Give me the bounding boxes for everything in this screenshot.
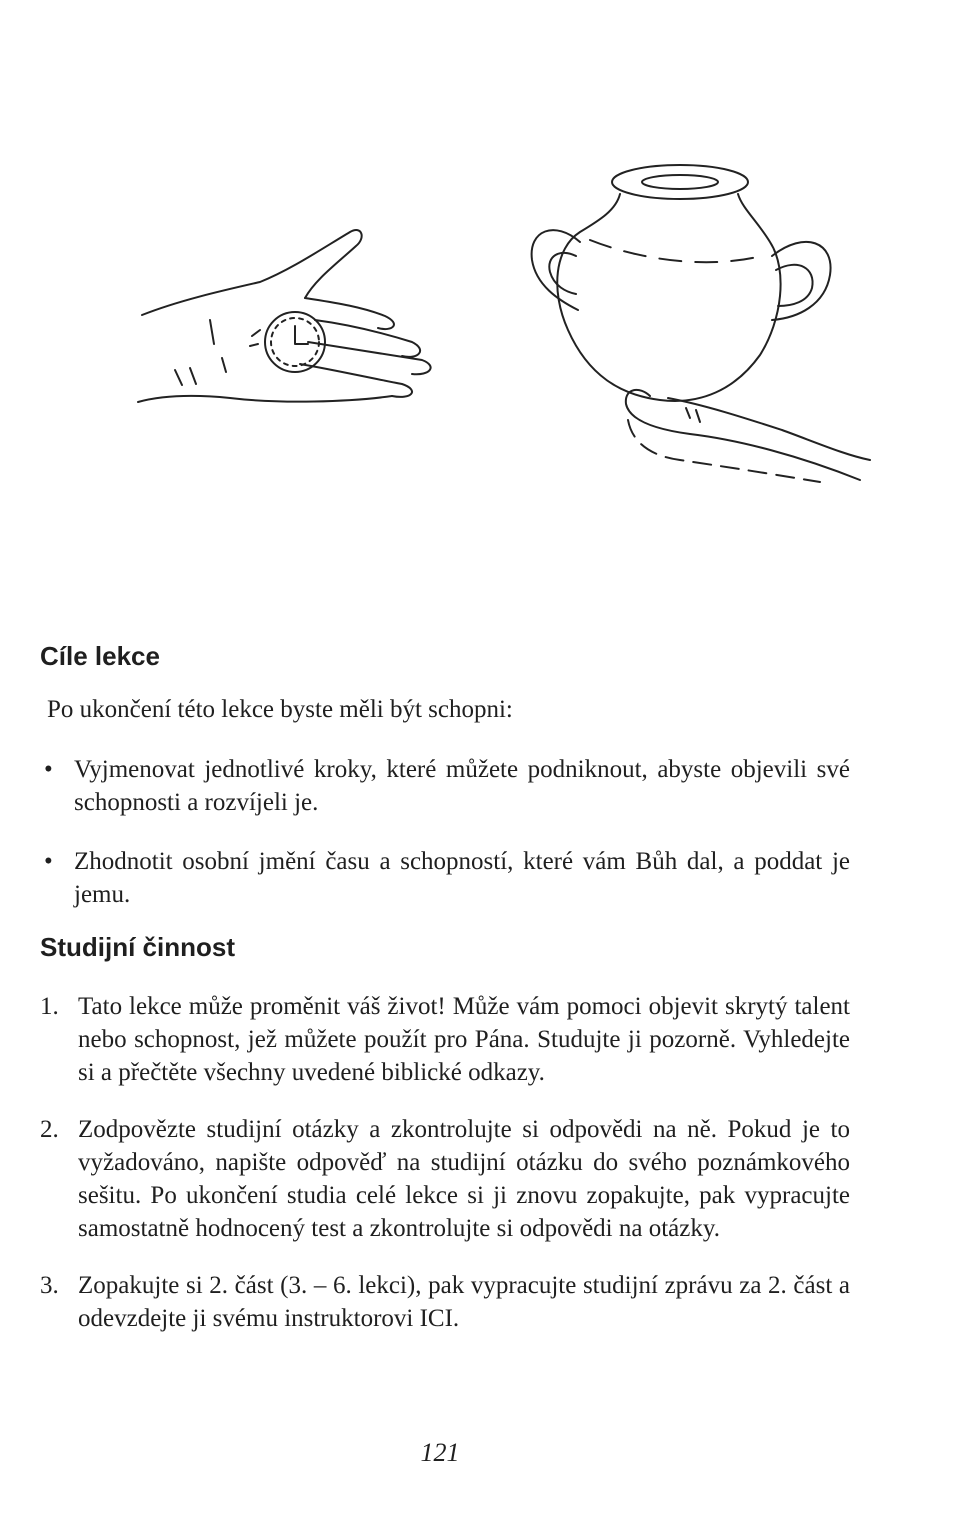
objectives-intro: Po ukončení této lekce byste měli být schopni: (47, 696, 513, 723)
step-text: Zopakujte si 2. část (3. – 6. lekci), pak vypracujte studijní zprávu za 2. část a odevzdejte ji svému instruktorovi ICI. (78, 1272, 850, 1332)
list-item (40, 845, 850, 911)
objective-text: Zhodnotit osobní jmění času a schopností, které vám Bůh dal, a poddat je jemu. (74, 848, 850, 908)
page-number: 121 (420, 1438, 460, 1467)
study-heading: Studijní činnost (40, 932, 235, 962)
list-item (40, 1113, 850, 1245)
list-item (40, 990, 850, 1089)
step-number: 1. (40, 993, 59, 1020)
objective-text: Vyjmenovat jednotlivé kroky, které můžete podniknout, abyste objevili své schopnosti a rozvíjeli je. (74, 756, 850, 816)
illustration (0, 0, 960, 600)
bullet-icon: • (44, 756, 53, 783)
step-text: Zodpovězte studijní otázky a zkontrolujte si odpovědi na ně. Pokud je to vyžadováno, napište odpověď na studijní otázku do svého poznámkového sešitu. Po ukončení studia celé lekce si ji znovu zopakujte, pak vypracujte samostatně hodnocený test a zkontrolujte si odpovědi na otázky. (78, 1116, 850, 1242)
hand-holding-vase-icon (520, 160, 880, 500)
step-number: 2. (40, 1116, 59, 1143)
step-number: 3. (40, 1272, 59, 1299)
step-text: Tato lekce může proměnit váš život! Může vám pomoci objevit skrytý talent nebo schopnost, jež můžete použít pro Pána. Studujte ji pozorně. Vyhledejte si a přečtěte všechny uvedené biblické odkazy. (78, 993, 850, 1086)
bullet-icon: • (44, 848, 53, 875)
list-item (40, 753, 850, 819)
list-item (40, 1269, 850, 1335)
study-steps-list (40, 990, 850, 1359)
objectives-list (40, 753, 850, 937)
objectives-heading: Cíle lekce (40, 641, 160, 671)
hand-holding-clock-icon (130, 220, 470, 420)
